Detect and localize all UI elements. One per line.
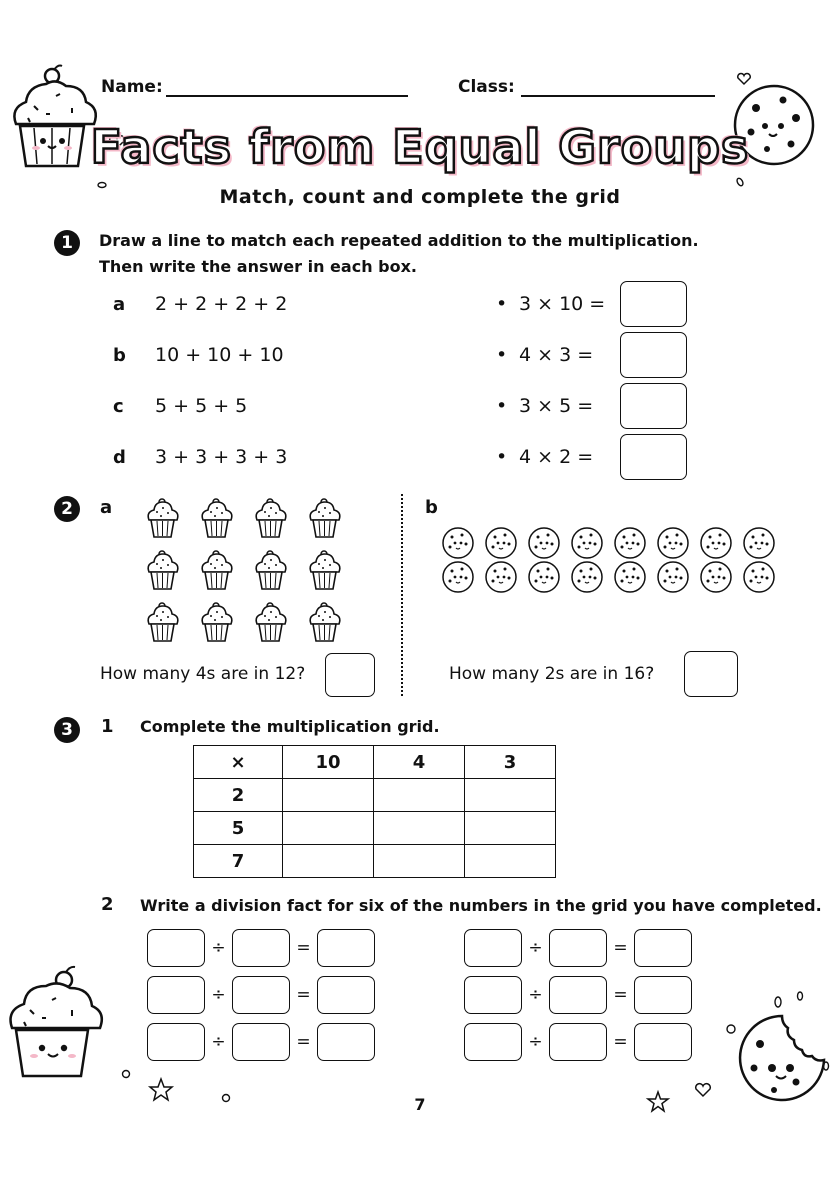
division-fact-row xyxy=(464,1023,692,1061)
cookie-icon xyxy=(443,528,473,558)
cookie-icon xyxy=(615,528,645,558)
q1-row-c-bullet[interactable]: • xyxy=(496,395,508,417)
sprinkle-icon xyxy=(120,1068,132,1080)
quotient-box[interactable] xyxy=(317,1023,375,1061)
quotient-box[interactable] xyxy=(634,976,692,1014)
cookie-icon xyxy=(615,562,645,592)
quotient-box[interactable] xyxy=(634,1023,692,1061)
dividend-box[interactable] xyxy=(147,929,205,967)
grid-header-cell: 3 xyxy=(465,746,556,779)
q1-row-c-multiplication: 3 × 5 = xyxy=(519,395,594,417)
grid-header-times: × xyxy=(194,746,283,779)
division-facts-left xyxy=(147,929,375,1061)
cookie-icon xyxy=(572,562,602,592)
q2-part-b-question: How many 2s are in 16? xyxy=(449,664,655,684)
q1-row-b-multiplication: 4 × 3 = xyxy=(519,344,594,366)
multiplication-grid xyxy=(193,745,556,878)
cupcake-icon xyxy=(148,603,178,641)
q2-part-b-letter: b xyxy=(425,497,438,518)
divide-sign: ÷ xyxy=(211,985,226,1005)
cookie-icon xyxy=(529,528,559,558)
name-field-line[interactable] xyxy=(166,95,408,97)
grid-answer-cell[interactable] xyxy=(283,812,374,845)
dividend-box[interactable] xyxy=(464,1023,522,1061)
divisor-box[interactable] xyxy=(232,929,290,967)
q2-part-a-letter: a xyxy=(100,497,113,518)
grid-header-cell: 10 xyxy=(283,746,374,779)
grid-answer-cell[interactable] xyxy=(283,845,374,878)
cupcake-icon xyxy=(202,551,232,589)
cupcake-icon xyxy=(310,603,340,641)
q1-answer-box-a[interactable] xyxy=(620,281,687,327)
q1-row-a-multiplication: 3 × 10 = xyxy=(519,293,606,315)
equals-sign: = xyxy=(613,985,628,1005)
grid-answer-cell[interactable] xyxy=(374,812,465,845)
q1-row-b-letter: b xyxy=(113,345,126,366)
divide-sign: ÷ xyxy=(528,938,543,958)
grid-row-header: 7 xyxy=(194,845,283,878)
page-number: 7 xyxy=(414,1095,426,1114)
divisor-box[interactable] xyxy=(549,1023,607,1061)
page-title: Facts from Equal Groups xyxy=(90,120,750,174)
divide-sign: ÷ xyxy=(211,938,226,958)
grid-answer-cell[interactable] xyxy=(374,845,465,878)
grid-row-header: 5 xyxy=(194,812,283,845)
q1-row-c-addition: 5 + 5 + 5 xyxy=(155,395,248,417)
cupcake-icon xyxy=(310,551,340,589)
grid-row xyxy=(194,779,556,812)
grid-row-header: 2 xyxy=(194,779,283,812)
dividend-box[interactable] xyxy=(147,1023,205,1061)
equals-sign: = xyxy=(613,938,628,958)
cupcake-icon xyxy=(202,603,232,641)
division-fact-row xyxy=(464,929,692,967)
quotient-box[interactable] xyxy=(317,929,375,967)
grid-header-row xyxy=(194,746,556,779)
cupcake-icon xyxy=(310,499,340,537)
cookie-icon xyxy=(486,528,516,558)
quotient-box[interactable] xyxy=(317,976,375,1014)
crumb-icon xyxy=(772,990,812,1010)
q1-row-b-addition: 10 + 10 + 10 xyxy=(155,344,284,366)
q1-instruction-line-2: Then write the answer in each box. xyxy=(99,257,417,276)
cupcake-icon xyxy=(148,551,178,589)
q2-part-b-answer-box[interactable] xyxy=(684,651,738,697)
name-label: Name: xyxy=(101,77,163,97)
cupcake-icon xyxy=(202,499,232,537)
heart-icon xyxy=(736,72,752,86)
divisor-box[interactable] xyxy=(549,929,607,967)
equals-sign: = xyxy=(296,985,311,1005)
cupcake-icon xyxy=(148,499,178,537)
class-label: Class: xyxy=(458,77,515,97)
cupcake-decoration-icon xyxy=(4,966,104,1086)
division-fact-row xyxy=(464,976,692,1014)
question-3-number: 3 xyxy=(54,717,80,743)
sprinkle-icon xyxy=(724,1022,738,1036)
cupcake-icon xyxy=(256,551,286,589)
divisor-box[interactable] xyxy=(232,976,290,1014)
divider xyxy=(401,494,403,696)
cookie-icon xyxy=(658,528,688,558)
question-1-number: 1 xyxy=(54,230,80,256)
equals-sign: = xyxy=(296,1032,311,1052)
q1-instruction-line-1: Draw a line to match each repeated addition to the multiplication. xyxy=(99,231,699,250)
grid-answer-cell[interactable] xyxy=(465,779,556,812)
division-fact-row xyxy=(147,976,375,1014)
dividend-box[interactable] xyxy=(147,976,205,1014)
q3-part-1-instruction: Complete the multiplication grid. xyxy=(140,717,440,736)
q1-row-b-bullet[interactable]: • xyxy=(496,344,508,366)
equals-sign: = xyxy=(296,938,311,958)
cookie-icon xyxy=(658,562,688,592)
dividend-box[interactable] xyxy=(464,929,522,967)
cookie-icon xyxy=(701,562,731,592)
grid-row xyxy=(194,812,556,845)
cookie-icon xyxy=(486,562,516,592)
grid-header-cell: 4 xyxy=(374,746,465,779)
q1-answer-box-b[interactable] xyxy=(620,332,687,378)
page-subtitle: Match, count and complete the grid xyxy=(219,186,621,208)
q1-row-d-bullet[interactable]: • xyxy=(496,446,508,468)
divisor-box[interactable] xyxy=(232,1023,290,1061)
q1-answer-box-c[interactable] xyxy=(620,383,687,429)
divide-sign: ÷ xyxy=(211,1032,226,1052)
grid-answer-cell[interactable] xyxy=(465,845,556,878)
cupcake-icon xyxy=(256,603,286,641)
cupcake-icon xyxy=(256,499,286,537)
cookie-icon xyxy=(529,562,559,592)
q2-part-a-question: How many 4s are in 12? xyxy=(100,664,306,684)
q1-row-d-addition: 3 + 3 + 3 + 3 xyxy=(155,446,288,468)
grid-answer-cell[interactable] xyxy=(465,812,556,845)
equals-sign: = xyxy=(613,1032,628,1052)
q1-row-a-addition: 2 + 2 + 2 + 2 xyxy=(155,293,288,315)
grid-answer-cell[interactable] xyxy=(374,779,465,812)
dividend-box[interactable] xyxy=(464,976,522,1014)
division-facts-right xyxy=(464,929,692,1061)
cookie-icon xyxy=(572,528,602,558)
q1-answer-box-d[interactable] xyxy=(620,434,687,480)
quotient-box[interactable] xyxy=(634,929,692,967)
cookie-icon xyxy=(744,528,774,558)
divide-sign: ÷ xyxy=(528,985,543,1005)
q3-part-2-instruction: Write a division fact for six of the numbers in the grid you have completed. xyxy=(140,896,822,915)
grid-answer-cell[interactable] xyxy=(283,779,374,812)
cookie-icon xyxy=(744,562,774,592)
q1-row-c-letter: c xyxy=(113,396,124,417)
q2-part-a-answer-box[interactable] xyxy=(325,653,375,697)
cupcake-array xyxy=(140,495,350,650)
q1-row-d-multiplication: 4 × 2 = xyxy=(519,446,594,468)
q3-part-1-number: 1 xyxy=(101,716,114,737)
cookie-decoration-icon xyxy=(734,1010,834,1106)
divisor-box[interactable] xyxy=(549,976,607,1014)
division-fact-row xyxy=(147,1023,375,1061)
division-fact-row xyxy=(147,929,375,967)
class-field-line[interactable] xyxy=(521,95,715,97)
q1-row-a-bullet[interactable]: • xyxy=(496,293,508,315)
q1-row-d-letter: d xyxy=(113,447,126,468)
q1-row-a-letter: a xyxy=(113,294,126,315)
divide-sign: ÷ xyxy=(528,1032,543,1052)
cookie-icon xyxy=(443,562,473,592)
cookie-array xyxy=(440,525,785,597)
question-2-number: 2 xyxy=(54,496,80,522)
q3-part-2-number: 2 xyxy=(101,894,114,915)
sprinkle-icon xyxy=(820,1060,832,1072)
grid-row xyxy=(194,845,556,878)
cookie-icon xyxy=(701,528,731,558)
